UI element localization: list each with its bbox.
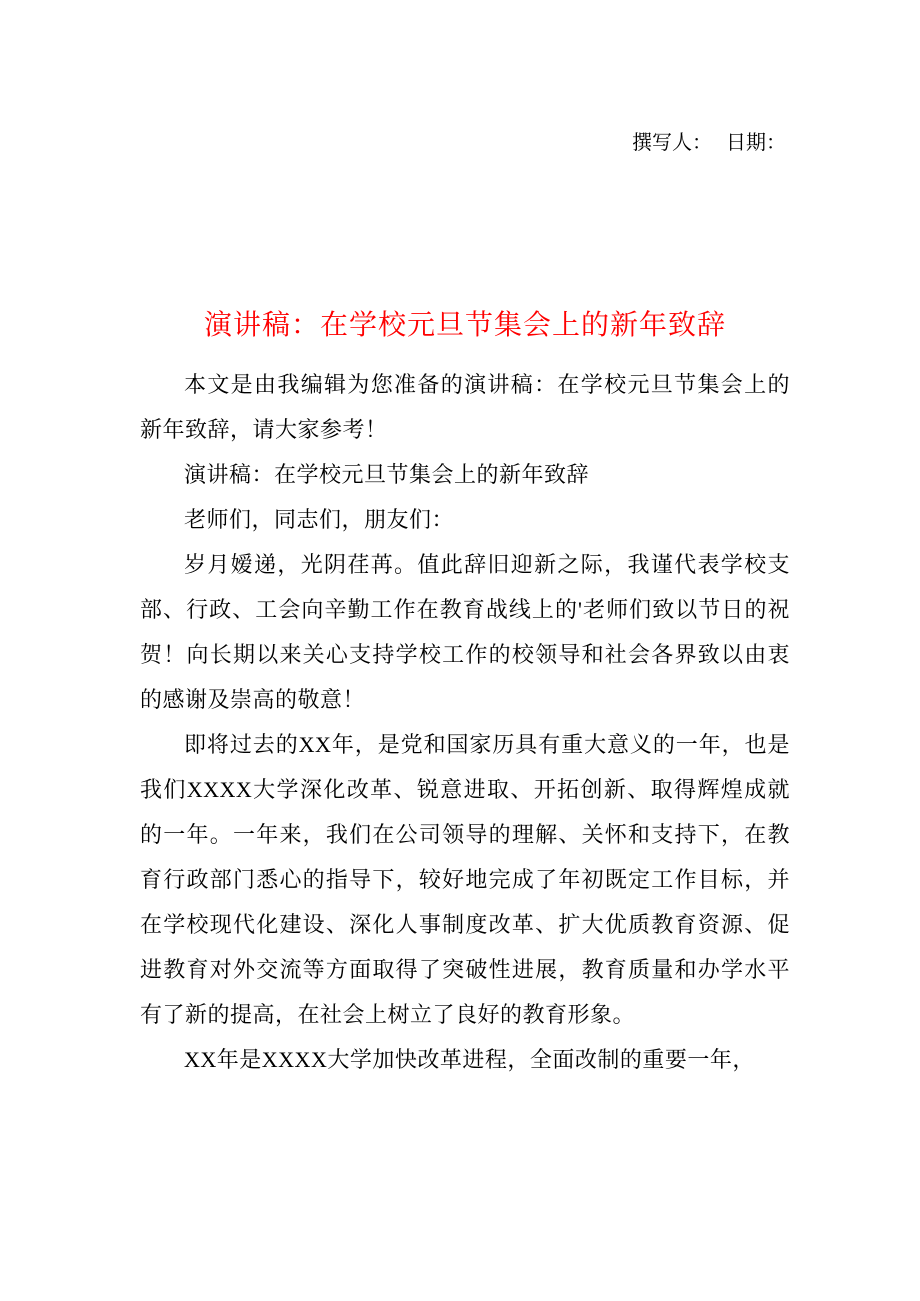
paragraph: 本文是由我编辑为您准备的演讲稿：在学校元旦节集会上的新年致辞，请大家参考！ [140,372,790,442]
document-header [140,130,790,156]
document-body [140,362,790,1082]
paragraph: 演讲稿：在学校元旦节集会上的新年致辞 [184,462,590,487]
paragraph: 老师们，同志们，朋友们： [184,507,455,532]
paragraph: 即将过去的XX年，是党和国家历具有重大意义的一年，也是我们XXXX大学深化改革、锐意进取、开拓创新、取得辉煌成就的一年。一年来，我们在公司领导的理解、关怀和支持下，在教育行政部门悉心的指导下，较好地完成了年初既定工作目标，并在学校现代化建设、深化人事制度改革、扩大优质教育资源、促进教育对外交流等方面取得了突破性进展，教育质量和办学水平有了新的提高，在社会上树立了良好的教育形象。 [140,732,790,1027]
author-label: 撰写人： [632,132,712,154]
paragraph: 岁月嫒递，光阴荏苒。值此辞旧迎新之际，我谨代表学校支部、行政、工会向辛勤工作在教育战线上的'老师们致以节日的祝贺！向长期以来关心支持学校工作的校领导和社会各界致以由衷的感谢及崇高的敬意！ [140,552,790,712]
date-label: 日期： [726,132,786,154]
document-title: 演讲稿：在学校元旦节集会上的新年致辞 [203,310,726,341]
paragraph: XX年是XXXX大学加快改革进程，全面改制的重要一年， [184,1047,755,1072]
